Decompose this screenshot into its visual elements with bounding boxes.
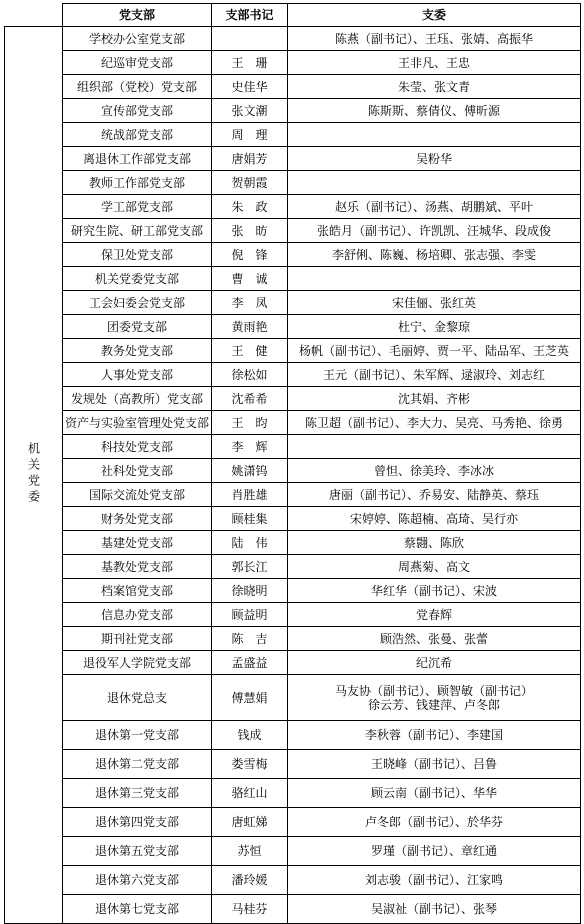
branch-cell: 退休党总支 bbox=[63, 675, 212, 721]
committee-cell: 曾怛、徐美玲、李冰冰 bbox=[288, 459, 581, 483]
secretary-cell: 张 昉 bbox=[212, 219, 288, 243]
table-row bbox=[5, 339, 581, 363]
secretary-cell: 陆 伟 bbox=[212, 531, 288, 555]
secretary-cell: 钱成 bbox=[212, 721, 288, 750]
branch-cell: 研究生院、研工部党支部 bbox=[63, 219, 212, 243]
table-row bbox=[5, 387, 581, 411]
committee-cell: 杜宁、金黎琼 bbox=[288, 315, 581, 339]
table-row bbox=[5, 651, 581, 675]
committee-header: 支委 bbox=[288, 4, 581, 27]
committee-cell: 顾云南（副书记）、华华 bbox=[288, 779, 581, 808]
branch-cell: 组织部（党校）党支部 bbox=[63, 75, 212, 99]
group-header-blank bbox=[5, 4, 63, 27]
branch-header: 党支部 bbox=[63, 4, 212, 27]
header-row bbox=[5, 4, 581, 27]
group-label-text: 机关党委 bbox=[26, 441, 41, 506]
table-row bbox=[5, 75, 581, 99]
secretary-cell: 贺朝霞 bbox=[212, 171, 288, 195]
branch-cell: 离退休工作部党支部 bbox=[63, 147, 212, 171]
committee-cell: 顾浩然、张曼、张蕾 bbox=[288, 627, 581, 651]
table-row bbox=[5, 779, 581, 808]
committee-cell: 李舒俐、陈巍、杨培卿、张志强、李雯 bbox=[288, 243, 581, 267]
branch-cell: 学工部党支部 bbox=[63, 195, 212, 219]
branch-cell: 退休第四党支部 bbox=[63, 808, 212, 837]
table-row bbox=[5, 603, 581, 627]
secretary-cell: 马桂芬 bbox=[212, 895, 288, 924]
secretary-cell: 骆红山 bbox=[212, 779, 288, 808]
table-row bbox=[5, 147, 581, 171]
table-row bbox=[5, 483, 581, 507]
committee-cell: 杨帆（副书记）、毛丽婷、贾一平、陆品军、王芝英 bbox=[288, 339, 581, 363]
branch-cell: 学校办公室党支部 bbox=[63, 27, 212, 51]
committee-cell: 罗瑾（副书记）、章红通 bbox=[288, 837, 581, 866]
secretary-cell: 倪 锋 bbox=[212, 243, 288, 267]
secretary-cell: 陈 吉 bbox=[212, 627, 288, 651]
branch-cell: 信息办党支部 bbox=[63, 603, 212, 627]
branch-cell: 人事处党支部 bbox=[63, 363, 212, 387]
secretary-cell: 王 健 bbox=[212, 339, 288, 363]
secretary-cell: 王 珊 bbox=[212, 51, 288, 75]
committee-cell bbox=[288, 123, 581, 147]
branch-cell: 发规处（高教所）党支部 bbox=[63, 387, 212, 411]
secretary-cell: 朱 政 bbox=[212, 195, 288, 219]
secretary-cell: 周 理 bbox=[212, 123, 288, 147]
branch-cell: 退役军人学院党支部 bbox=[63, 651, 212, 675]
committee-cell: 陈斯斯、蔡倩仪、傅昕源 bbox=[288, 99, 581, 123]
branch-cell: 国际交流处党支部 bbox=[63, 483, 212, 507]
committee-cell: 吴淑祉（副书记）、张琴 bbox=[288, 895, 581, 924]
secretary-cell bbox=[212, 27, 288, 51]
secretary-cell: 顾桂集 bbox=[212, 507, 288, 531]
branch-cell: 纪巡审党支部 bbox=[63, 51, 212, 75]
secretary-cell: 郭长江 bbox=[212, 555, 288, 579]
table-row bbox=[5, 123, 581, 147]
branch-cell: 退休第一党支部 bbox=[63, 721, 212, 750]
committee-cell: 卢冬郎（副书记）、於华芬 bbox=[288, 808, 581, 837]
committee-cell: 赵乐（副书记）、汤燕、胡鹏斌、平叶 bbox=[288, 195, 581, 219]
table-row bbox=[5, 267, 581, 291]
secretary-cell: 苏恒 bbox=[212, 837, 288, 866]
committee-cell bbox=[288, 267, 581, 291]
branch-cell: 科技处党支部 bbox=[63, 435, 212, 459]
table-row bbox=[5, 171, 581, 195]
table-row bbox=[5, 555, 581, 579]
committee-cell: 刘志骏（副书记）、江家鸣 bbox=[288, 866, 581, 895]
table-row bbox=[5, 291, 581, 315]
table-row bbox=[5, 27, 581, 51]
committee-cell: 朱莹、张文青 bbox=[288, 75, 581, 99]
branch-table bbox=[4, 3, 581, 924]
table-row bbox=[5, 219, 581, 243]
table-row bbox=[5, 195, 581, 219]
committee-cell: 陈卫超（副书记）、李大力、吴亮、马秀艳、徐勇 bbox=[288, 411, 581, 435]
committee-cell: 张皓月（副书记）、许凯凯、汪城华、段成俊 bbox=[288, 219, 581, 243]
branch-cell: 教师工作部党支部 bbox=[63, 171, 212, 195]
table-row bbox=[5, 721, 581, 750]
committee-cell: 周燕菊、高文 bbox=[288, 555, 581, 579]
branch-cell: 期刊社党支部 bbox=[63, 627, 212, 651]
committee-cell: 陈燕（副书记）、王珏、张婧、高振华 bbox=[288, 27, 581, 51]
branch-cell: 财务处党支部 bbox=[63, 507, 212, 531]
committee-cell: 宋婷婷、陈超楠、高琦、吴行亦 bbox=[288, 507, 581, 531]
table-row bbox=[5, 808, 581, 837]
secretary-cell: 张文潮 bbox=[212, 99, 288, 123]
secretary-cell: 史佳华 bbox=[212, 75, 288, 99]
branch-cell: 退休第七党支部 bbox=[63, 895, 212, 924]
table-row bbox=[5, 507, 581, 531]
committee-cell: 马友协（副书记）、顾智敏（副书记） 徐云芳、钱建萍、卢冬郎 bbox=[288, 675, 581, 721]
secretary-cell: 肖胜雄 bbox=[212, 483, 288, 507]
branch-cell: 基教处党支部 bbox=[63, 555, 212, 579]
branch-cell: 宣传部党支部 bbox=[63, 99, 212, 123]
secretary-cell: 王 昀 bbox=[212, 411, 288, 435]
committee-cell: 吴粉华 bbox=[288, 147, 581, 171]
committee-cell: 蔡翾、陈欣 bbox=[288, 531, 581, 555]
secretary-cell: 李 凤 bbox=[212, 291, 288, 315]
committee-cell: 纪沉希 bbox=[288, 651, 581, 675]
secretary-cell: 曹 诚 bbox=[212, 267, 288, 291]
branch-cell: 退休第五党支部 bbox=[63, 837, 212, 866]
committee-cell: 宋佳俪、张红英 bbox=[288, 291, 581, 315]
table-row bbox=[5, 459, 581, 483]
secretary-cell: 徐晓明 bbox=[212, 579, 288, 603]
secretary-cell: 徐松如 bbox=[212, 363, 288, 387]
committee-cell: 党春辉 bbox=[288, 603, 581, 627]
branch-cell: 退休第六党支部 bbox=[63, 866, 212, 895]
committee-cell: 唐丽（副书记）、乔易安、陆静英、蔡珏 bbox=[288, 483, 581, 507]
branch-cell: 保卫处党支部 bbox=[63, 243, 212, 267]
secretary-cell: 顾益明 bbox=[212, 603, 288, 627]
table-row bbox=[5, 895, 581, 924]
secretary-cell: 唐娟芳 bbox=[212, 147, 288, 171]
branch-cell: 退休第三党支部 bbox=[63, 779, 212, 808]
secretary-cell: 唐虹娣 bbox=[212, 808, 288, 837]
secretary-cell: 娄雪梅 bbox=[212, 750, 288, 779]
table-row bbox=[5, 675, 581, 721]
secretary-cell: 黄雨艳 bbox=[212, 315, 288, 339]
branch-cell: 机关党委党支部 bbox=[63, 267, 212, 291]
table-row bbox=[5, 579, 581, 603]
group-label bbox=[5, 27, 63, 924]
table-row bbox=[5, 51, 581, 75]
committee-cell: 王非凡、王忠 bbox=[288, 51, 581, 75]
table-row bbox=[5, 315, 581, 339]
branch-cell: 教务处党支部 bbox=[63, 339, 212, 363]
table-row bbox=[5, 750, 581, 779]
committee-cell bbox=[288, 171, 581, 195]
branch-cell: 退休第二党支部 bbox=[63, 750, 212, 779]
branch-cell: 社科处党支部 bbox=[63, 459, 212, 483]
branch-cell: 资产与实验室管理处党支部 bbox=[63, 411, 212, 435]
table-row bbox=[5, 837, 581, 866]
committee-cell bbox=[288, 435, 581, 459]
secretary-cell: 李 辉 bbox=[212, 435, 288, 459]
branch-cell: 基建处党支部 bbox=[63, 531, 212, 555]
branch-cell: 统战部党支部 bbox=[63, 123, 212, 147]
table-row bbox=[5, 243, 581, 267]
table-row bbox=[5, 411, 581, 435]
committee-cell: 李秋蓉（副书记）、李建国 bbox=[288, 721, 581, 750]
table-row bbox=[5, 627, 581, 651]
table-row bbox=[5, 531, 581, 555]
committee-cell: 王晓峰（副书记）、吕鲁 bbox=[288, 750, 581, 779]
table-row bbox=[5, 363, 581, 387]
committee-cell: 王元（副书记）、朱军辉、逯淑玲、刘志红 bbox=[288, 363, 581, 387]
table-row bbox=[5, 99, 581, 123]
table-row bbox=[5, 866, 581, 895]
secretary-cell: 沈希希 bbox=[212, 387, 288, 411]
secretary-cell: 姚潇钨 bbox=[212, 459, 288, 483]
secretary-cell: 潘玲媛 bbox=[212, 866, 288, 895]
secretary-cell: 傅慧娟 bbox=[212, 675, 288, 721]
branch-cell: 团委党支部 bbox=[63, 315, 212, 339]
committee-cell: 沈其娟、齐彬 bbox=[288, 387, 581, 411]
secretary-cell: 孟盛益 bbox=[212, 651, 288, 675]
branch-cell: 档案馆党支部 bbox=[63, 579, 212, 603]
committee-cell: 华红华（副书记）、宋波 bbox=[288, 579, 581, 603]
branch-cell: 工会妇委会党支部 bbox=[63, 291, 212, 315]
secretary-header: 支部书记 bbox=[212, 4, 288, 27]
table-row bbox=[5, 435, 581, 459]
